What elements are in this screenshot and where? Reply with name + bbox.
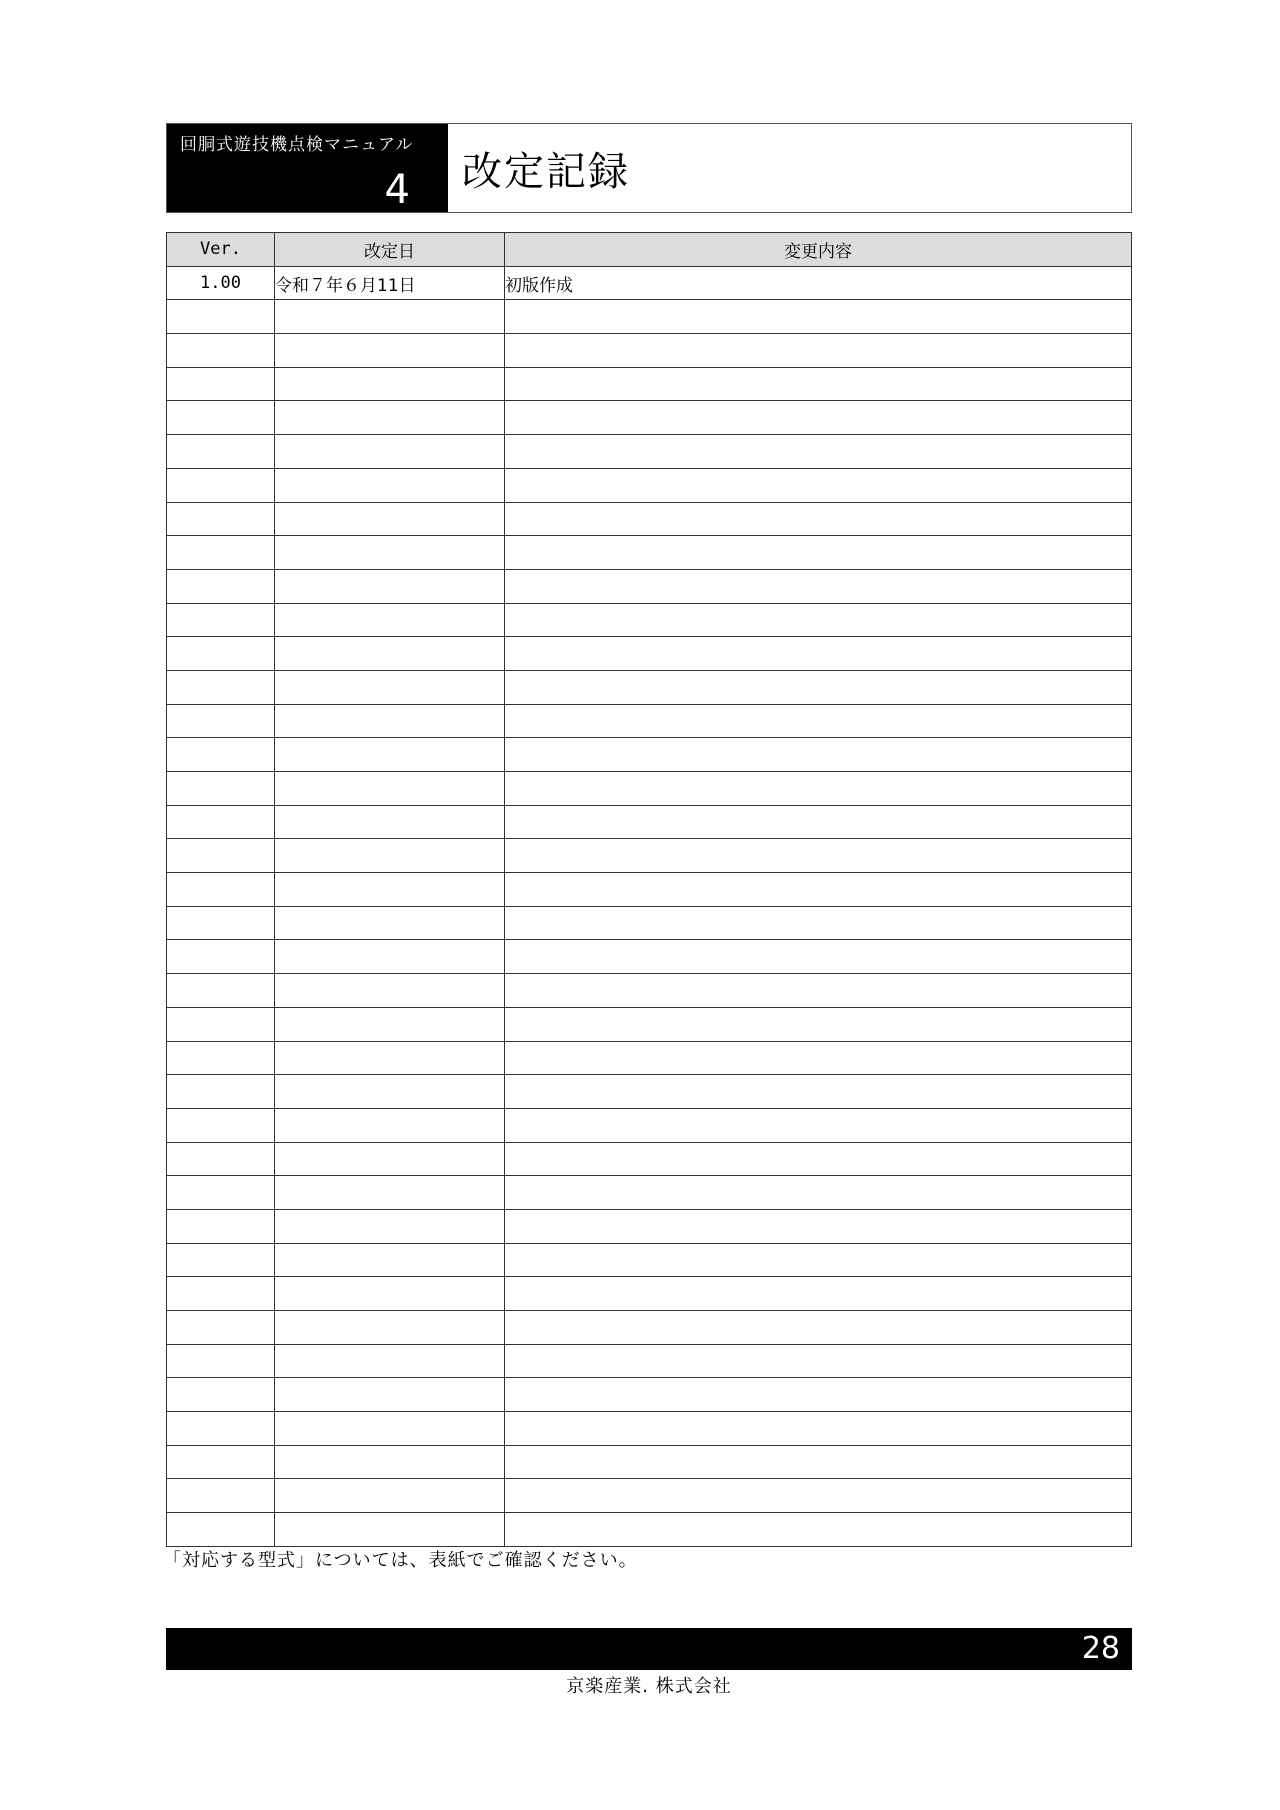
table-row <box>167 1445 1132 1479</box>
changes-cell <box>505 603 1132 637</box>
date-cell <box>275 502 505 536</box>
date-cell <box>275 435 505 469</box>
table-header-row <box>167 233 1132 267</box>
changes-cell <box>505 670 1132 704</box>
changes-cell <box>505 1243 1132 1277</box>
changes-cell <box>505 435 1132 469</box>
version-cell <box>167 536 275 570</box>
revision-table <box>166 232 1132 1547</box>
table-row <box>167 805 1132 839</box>
version-cell <box>167 873 275 907</box>
table-row <box>167 940 1132 974</box>
changes-cell <box>505 1209 1132 1243</box>
date-cell <box>275 906 505 940</box>
date-cell <box>275 1479 505 1513</box>
changes-cell <box>505 334 1132 368</box>
changes-cell <box>505 1513 1132 1547</box>
table-row <box>167 1513 1132 1547</box>
date-cell <box>275 1378 505 1412</box>
table-row <box>167 1243 1132 1277</box>
table-row <box>167 1142 1132 1176</box>
date-cell <box>275 940 505 974</box>
table-row <box>167 367 1132 401</box>
table-row <box>167 670 1132 704</box>
version-cell <box>167 1479 275 1513</box>
date-cell <box>275 468 505 502</box>
date-cell <box>275 1243 505 1277</box>
date-cell <box>275 670 505 704</box>
table-row <box>167 1311 1132 1345</box>
changes-cell <box>505 1412 1132 1446</box>
changes-cell <box>505 1277 1132 1311</box>
manual-title: 回胴式遊技機点検マニュアル <box>180 135 414 155</box>
date-cell <box>275 569 505 603</box>
table-row <box>167 401 1132 435</box>
table-row <box>167 839 1132 873</box>
changes-cell <box>505 536 1132 570</box>
date-cell <box>275 1277 505 1311</box>
table-row <box>167 1075 1132 1109</box>
date-cell <box>275 1108 505 1142</box>
table-row <box>167 704 1132 738</box>
table-row <box>167 1344 1132 1378</box>
table-row <box>167 738 1132 772</box>
date-cell <box>275 637 505 671</box>
changes-cell <box>505 1445 1132 1479</box>
date-cell <box>275 704 505 738</box>
changes-cell <box>505 1176 1132 1210</box>
table-row <box>167 435 1132 469</box>
table-row <box>167 1176 1132 1210</box>
version-cell <box>167 1142 275 1176</box>
table-row <box>167 637 1132 671</box>
date-cell <box>275 772 505 806</box>
version-cell <box>167 1378 275 1412</box>
changes-cell <box>505 738 1132 772</box>
changes-cell <box>505 1142 1132 1176</box>
changes-cell: 初版作成 <box>505 266 1132 300</box>
version-cell <box>167 1311 275 1345</box>
table-row <box>167 1041 1132 1075</box>
page-title: 改定記録 <box>462 148 630 195</box>
table-row <box>167 1412 1132 1446</box>
column-header-changes: 変更内容 <box>505 233 1132 267</box>
version-cell <box>167 1445 275 1479</box>
version-cell <box>167 1344 275 1378</box>
table-row <box>167 536 1132 570</box>
changes-cell <box>505 1344 1132 1378</box>
table-row <box>167 1479 1132 1513</box>
version-cell <box>167 603 275 637</box>
date-cell <box>275 1513 505 1547</box>
footer-bar <box>166 1628 1132 1670</box>
date-cell <box>275 805 505 839</box>
table-row <box>167 502 1132 536</box>
version-cell <box>167 300 275 334</box>
date-cell <box>275 1209 505 1243</box>
date-cell: 令和７年６月11日 <box>275 266 505 300</box>
table-row <box>167 334 1132 368</box>
changes-cell <box>505 704 1132 738</box>
date-cell <box>275 839 505 873</box>
version-cell <box>167 1209 275 1243</box>
table-row <box>167 1209 1132 1243</box>
table-row <box>167 906 1132 940</box>
date-cell <box>275 367 505 401</box>
table-row <box>167 1007 1132 1041</box>
table-row <box>167 974 1132 1008</box>
version-cell <box>167 805 275 839</box>
date-cell <box>275 1412 505 1446</box>
changes-cell <box>505 839 1132 873</box>
table-row <box>167 772 1132 806</box>
version-cell <box>167 401 275 435</box>
version-cell <box>167 704 275 738</box>
date-cell <box>275 1041 505 1075</box>
date-cell <box>275 401 505 435</box>
table-row <box>167 1378 1132 1412</box>
cover-reference-note: 「対応する型式」については、表紙でご確認ください。 <box>163 1550 638 1571</box>
version-cell <box>167 569 275 603</box>
version-cell <box>167 974 275 1008</box>
version-cell <box>167 839 275 873</box>
changes-cell <box>505 1007 1132 1041</box>
column-header-date: 改定日 <box>275 233 505 267</box>
version-cell <box>167 1007 275 1041</box>
table-row <box>167 300 1132 334</box>
table-row <box>167 266 1132 300</box>
version-cell <box>167 1513 275 1547</box>
date-cell <box>275 1142 505 1176</box>
changes-cell <box>505 805 1132 839</box>
version-cell <box>167 435 275 469</box>
date-cell <box>275 1007 505 1041</box>
table-row <box>167 1277 1132 1311</box>
table-row <box>167 1108 1132 1142</box>
table-row <box>167 603 1132 637</box>
version-cell <box>167 906 275 940</box>
changes-cell <box>505 367 1132 401</box>
changes-cell <box>505 873 1132 907</box>
version-cell <box>167 670 275 704</box>
title-block <box>448 124 1131 212</box>
version-cell <box>167 1277 275 1311</box>
version-cell <box>167 367 275 401</box>
changes-cell <box>505 569 1132 603</box>
date-cell <box>275 536 505 570</box>
changes-cell <box>505 300 1132 334</box>
changes-cell <box>505 637 1132 671</box>
date-cell <box>275 1311 505 1345</box>
version-cell <box>167 1108 275 1142</box>
page-number: 28 <box>1081 1631 1120 1666</box>
changes-cell <box>505 772 1132 806</box>
changes-cell <box>505 1378 1132 1412</box>
version-cell <box>167 502 275 536</box>
version-cell <box>167 1243 275 1277</box>
changes-cell <box>505 401 1132 435</box>
table-row <box>167 468 1132 502</box>
version-cell <box>167 738 275 772</box>
version-cell <box>167 940 275 974</box>
changes-cell <box>505 1075 1132 1109</box>
date-cell <box>275 974 505 1008</box>
company-name: 京楽産業. 株式会社 <box>566 1676 732 1697</box>
version-cell <box>167 1075 275 1109</box>
chapter-number: 4 <box>384 167 410 213</box>
date-cell <box>275 1445 505 1479</box>
chapter-block <box>167 124 448 212</box>
changes-cell <box>505 1311 1132 1345</box>
changes-cell <box>505 940 1132 974</box>
changes-cell <box>505 1108 1132 1142</box>
changes-cell <box>505 502 1132 536</box>
date-cell <box>275 1176 505 1210</box>
version-cell <box>167 1176 275 1210</box>
version-cell <box>167 637 275 671</box>
column-header-version: Ver. <box>167 233 275 267</box>
date-cell <box>275 1344 505 1378</box>
document-header <box>166 123 1132 213</box>
date-cell <box>275 873 505 907</box>
version-cell <box>167 468 275 502</box>
changes-cell <box>505 1479 1132 1513</box>
date-cell <box>275 603 505 637</box>
date-cell <box>275 300 505 334</box>
date-cell <box>275 334 505 368</box>
version-cell <box>167 334 275 368</box>
table-row <box>167 569 1132 603</box>
version-cell: 1.00 <box>167 266 275 300</box>
version-cell <box>167 1412 275 1446</box>
version-cell <box>167 772 275 806</box>
table-row <box>167 873 1132 907</box>
changes-cell <box>505 974 1132 1008</box>
changes-cell <box>505 468 1132 502</box>
date-cell <box>275 1075 505 1109</box>
date-cell <box>275 738 505 772</box>
changes-cell <box>505 1041 1132 1075</box>
version-cell <box>167 1041 275 1075</box>
changes-cell <box>505 906 1132 940</box>
